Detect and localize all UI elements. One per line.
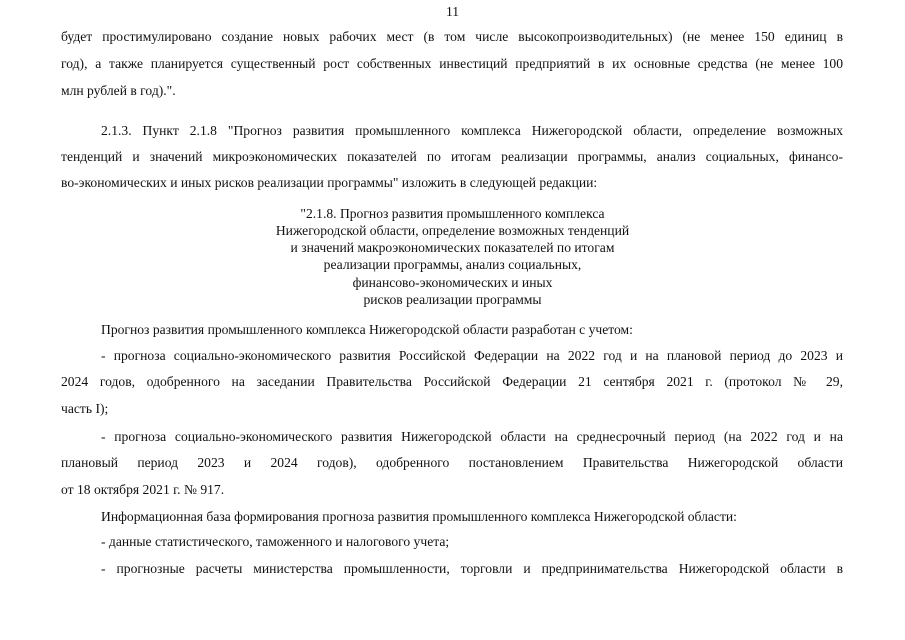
heading-line: "2.1.8. Прогноз развития промышленного комплекса xyxy=(300,206,605,221)
text-line: - прогноза социально-экономического развития Нижегородской области на среднесрочный период (на 2022 год и на xyxy=(101,429,843,444)
text-line: плановый период 2023 и 2024 годов), одобренного постановлением Правительства Нижегородской области xyxy=(61,455,843,470)
text-line: 2.1.3. Пункт 2.1.8 "Прогноз развития промышленного комплекса Нижегородской области, определение возможных xyxy=(101,123,843,138)
heading-line: реализации программы, анализ социальных, xyxy=(323,257,582,272)
heading-line: Нижегородской области, определение возможных тенденций xyxy=(275,223,630,238)
text-line: будет простимулировано создание новых рабочих мест (в том числе высокопроизводительных) (не менее 150 единиц в xyxy=(61,29,843,44)
text-line: от 18 октября 2021 г. № 917. xyxy=(61,482,225,497)
text-line: тенденций и значений микроэкономических показателей по итогам реализации программы, анализ социальных, финансо- xyxy=(61,149,843,164)
text-line: во-экономических и иных рисков реализации программы" изложить в следующей редакции: xyxy=(61,175,598,190)
paragraph-forecast-intro: Прогноз развития промышленного комплекса Нижегородской области разработан с учетом: xyxy=(101,322,633,337)
text-line: 2024 годов, одобренного на заседании Правительства Российской Федерации 21 сентября 2021 г. (протокол № 29, xyxy=(61,374,843,389)
text-line: год), а также планируется существенный рост собственных инвестиций предприятий в их основные средства (не менее 100 xyxy=(61,56,843,71)
page-number: 11 xyxy=(445,4,460,19)
text-line: часть I); xyxy=(61,401,109,416)
text-line: - прогноза социально-экономического развития Российской Федерации на 2022 год и на плановой период до 2023 и xyxy=(101,348,843,363)
heading-line: финансово-экономических и иных xyxy=(352,275,553,290)
heading-line: рисков реализации программы xyxy=(363,292,542,307)
paragraph-info-base: Информационная база формирования прогноза развития промышленного комплекса Нижегородской области: xyxy=(101,509,737,524)
list-item-statistics: - данные статистического, таможенного и налогового учета; xyxy=(101,534,450,549)
heading-line: и значений макроэкономических показателей по итогам xyxy=(290,240,615,255)
text-line: млн рублей в год).". xyxy=(61,83,176,98)
list-item-ministry-calculations: - прогнозные расчеты министерства промышленности, торговли и предпринимательства Нижегородской области в xyxy=(101,561,843,576)
